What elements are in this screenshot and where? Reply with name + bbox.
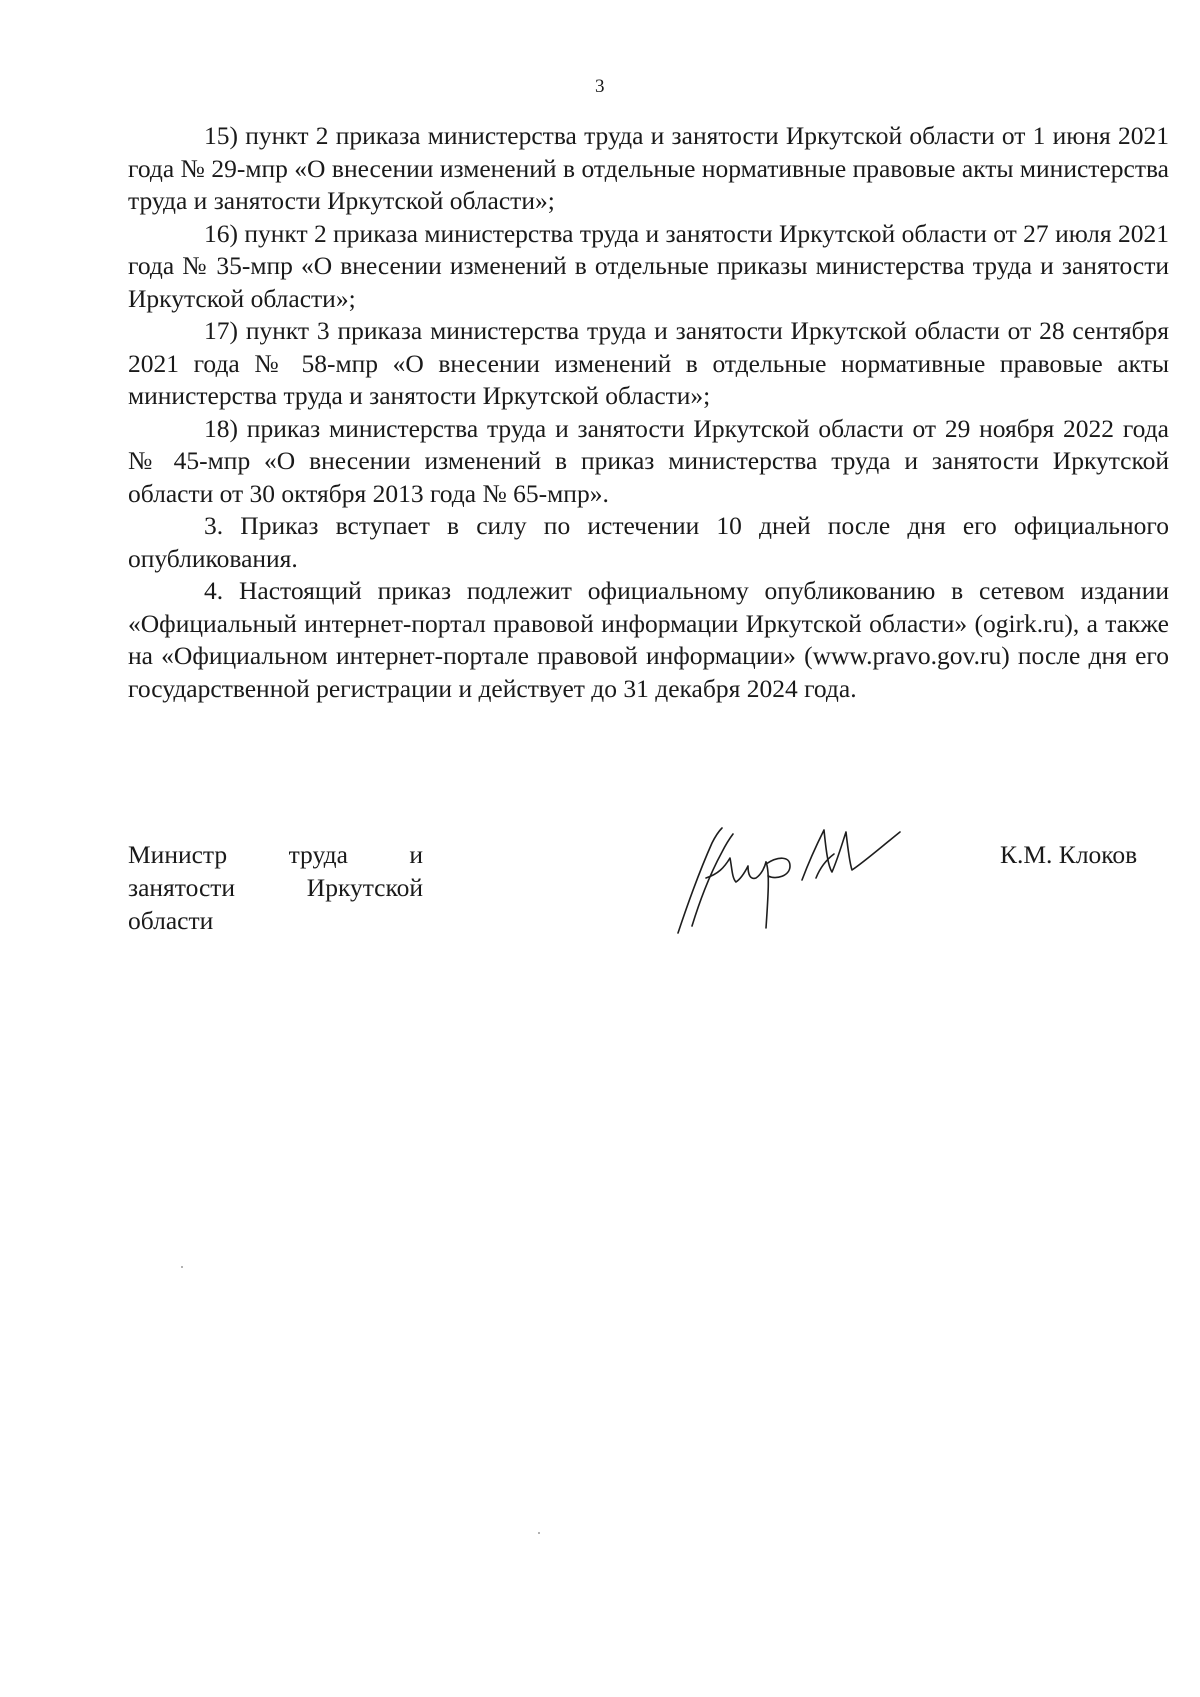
- signature-block: [128, 838, 1178, 978]
- paragraph-clause-3: 3. Приказ вступает в силу по истечении 10 дней после дня его официального опубликования.: [128, 511, 1169, 573]
- signer-title-word: Иркутской: [306, 873, 423, 902]
- signer-title-word: и: [409, 840, 423, 869]
- signer-title-line-2: [128, 871, 423, 904]
- paragraph-item-16: 16) пункт 2 приказа министерства труда и занятости Иркутской области от 27 июля 2021 года № 35-мпр «О внесении изменений в отдельные приказы министерства труда и занятости Иркутской области»;: [128, 218, 1169, 313]
- signer-title: [128, 838, 423, 937]
- paragraph-item-17: 17) пункт 3 приказа министерства труда и занятости Иркутской области от 28 сентября 2021 года № 58-мпр «О внесении изменений в отдельные нормативные правовые акты министерства труда и занятости Иркутской области»;: [128, 316, 1169, 410]
- paragraph-clause-4: 4. Настоящий приказ подлежит официальному опубликованию в сетевом издании «Официальный интернет-портал правовой информации Иркутской области» (ogirk.ru), а также на «Официальном интернет-портале правовой информации» (www.pravo.gov.ru) после дня его государственной регистрации и действует до 31 декабря 2024 года.: [128, 576, 1169, 703]
- handwritten-signature-icon: [666, 808, 916, 938]
- signer-title-word: труда: [288, 840, 348, 869]
- signer-name: К.М. Клоков: [1000, 840, 1138, 869]
- scan-artifact: [538, 1532, 540, 1534]
- paragraph-item-18: 18) приказ министерства труда и занятости Иркутской области от 29 ноября 2022 года № 45-мпр «О внесении изменений в приказ министерства труда и занятости Иркутской области от 30 октября 2013 года № 65-мпр».: [128, 413, 1169, 508]
- signer-title-word: занятости: [128, 873, 236, 902]
- scan-artifact: [181, 1266, 183, 1268]
- signer-title-word: Министр: [128, 840, 228, 869]
- signer-title-line-3: области: [128, 906, 214, 935]
- document-body: [128, 120, 1169, 705]
- page-number: 3: [595, 76, 605, 97]
- signer-title-line-1: [128, 838, 423, 871]
- paragraph-item-15: 15) пункт 2 приказа министерства труда и занятости Иркутской области от 1 июня 2021 года № 29-мпр «О внесении изменений в отдельные нормативные правовые акты министерства труда и занятости Иркутской области»;: [128, 121, 1169, 215]
